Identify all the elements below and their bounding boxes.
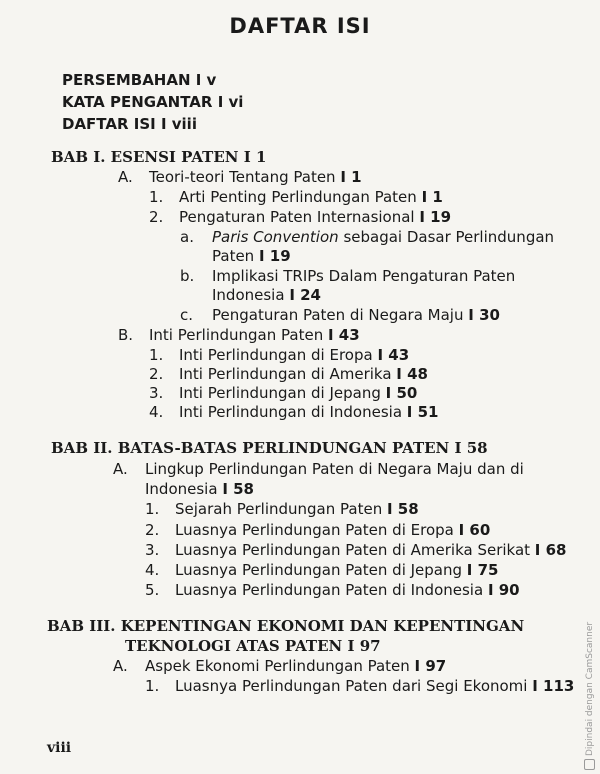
front-label: KATA PENGANTAR [62, 93, 218, 111]
entry-marker: 1. [149, 188, 164, 206]
bab-1-page: I 1 [243, 148, 267, 166]
front-label: PERSEMBAHAN [62, 71, 196, 89]
entry-page: I 43 [327, 326, 360, 344]
bab-3-title: BAB III. KEPENTINGAN EKONOMI DAN KEPENTINGAN [47, 617, 525, 635]
entry-text: Lingkup Perlindungan Paten di Negara Maju dan di [145, 460, 524, 478]
entry-page: I 90 [487, 581, 520, 599]
entry-text: Inti Perlindungan di Jepang [179, 384, 386, 402]
toc-entry [118, 326, 360, 344]
bab-1-heading [51, 148, 266, 166]
bab-2-heading [51, 439, 488, 457]
bab-1-title: BAB I. ESENSI PATEN [51, 148, 244, 166]
entry-marker: 5. [145, 581, 160, 599]
front-item-daftar-isi [62, 115, 197, 133]
toc-entry [180, 306, 500, 324]
toc-entry [145, 541, 566, 559]
entry-text: Implikasi TRIPs Dalam Pengaturan Paten [212, 267, 516, 285]
entry-text: Luasnya Perlindungan Paten dari Segi Ekonomi [175, 677, 533, 695]
toc-entry [145, 581, 520, 599]
entry-text: Paten [212, 247, 259, 265]
toc-entry [145, 677, 574, 695]
toc-entry [149, 365, 428, 383]
front-item-kata-pengantar [62, 93, 243, 111]
scanner-watermark [584, 622, 595, 770]
entry-text: Inti Perlindungan di Indonesia [179, 403, 407, 421]
entry-marker: 2. [149, 208, 164, 226]
entry-page: I 51 [406, 403, 439, 421]
toc-entry [145, 561, 498, 579]
entry-text: Indonesia [212, 286, 290, 304]
entry-text: Luasnya Perlindungan Paten di Indonesia [175, 581, 488, 599]
entry-page: I 60 [458, 521, 491, 539]
entry-text: Luasnya Perlindungan Paten di Jepang [175, 561, 467, 579]
front-label: DAFTAR ISI [62, 115, 161, 133]
entry-marker: 3. [149, 384, 164, 402]
entry-marker: 1. [145, 500, 160, 518]
entry-marker: B. [118, 326, 134, 344]
entry-text: Luasnya Perlindungan Paten di Eropa [175, 521, 459, 539]
camscanner-logo-icon [584, 759, 595, 770]
entry-italic-text: Paris Convention [212, 228, 339, 246]
entry-marker: 4. [145, 561, 160, 579]
entry-marker: A. [118, 168, 133, 186]
entry-page: I 19 [258, 247, 291, 265]
entry-page: I 75 [466, 561, 499, 579]
entry-marker: 1. [145, 677, 160, 695]
toc-entry [149, 403, 438, 421]
entry-page: I 68 [534, 541, 567, 559]
entry-page: I 97 [414, 657, 447, 675]
toc-entry [145, 521, 490, 539]
entry-text: Sejarah Perlindungan Paten [175, 500, 387, 518]
bab-2-title: BAB II. BATAS-BATAS PERLINDUNGAN PATEN [51, 439, 455, 457]
entry-marker: 3. [145, 541, 160, 559]
entry-page: I 58 [386, 500, 419, 518]
entry-text: Luasnya Perlindungan Paten di Amerika Serikat [175, 541, 535, 559]
entry-page: I 19 [419, 208, 452, 226]
entry-page: I 1 [421, 188, 443, 206]
toc-entry [113, 460, 524, 478]
front-page: I viii [160, 115, 197, 133]
entry-page: I 48 [396, 365, 428, 383]
entry-page: I 1 [340, 168, 362, 186]
entry-page: I 113 [532, 677, 575, 695]
toc-entry [118, 168, 362, 186]
entry-page: I 30 [468, 306, 500, 324]
toc-entry [145, 500, 419, 518]
toc-entry [180, 228, 554, 246]
entry-text: Inti Perlindungan di Eropa [179, 346, 378, 364]
bab-2-page: I 58 [454, 439, 488, 457]
toc-entry [149, 188, 443, 206]
entry-text: Indonesia [145, 480, 223, 498]
toc-entry-continuation [212, 247, 291, 265]
toc-entry [149, 384, 417, 402]
toc-entry [149, 346, 409, 364]
bab-3-heading-continuation [125, 637, 381, 655]
entry-marker: 2. [145, 521, 160, 539]
entry-text: Aspek Ekonomi Perlindungan Paten [145, 657, 415, 675]
entry-marker: A. [113, 460, 128, 478]
entry-text: sebagai Dasar Perlindungan [338, 228, 555, 246]
entry-text: Teori-teori Tentang Paten [149, 168, 341, 186]
entry-marker: 1. [149, 346, 164, 364]
entry-marker: c. [180, 306, 194, 324]
toc-entry [180, 267, 515, 285]
front-page: I v [195, 71, 217, 89]
toc-entry [149, 208, 451, 226]
front-page: I vi [217, 93, 244, 111]
bab-3-title: TEKNOLOGI ATAS PATEN [125, 637, 348, 655]
page-number: viii [47, 740, 72, 756]
toc-entry-continuation [145, 480, 254, 498]
toc-entry [113, 657, 446, 675]
entry-text: Pengaturan Paten di Negara Maju [212, 306, 469, 324]
entry-marker: 4. [149, 403, 164, 421]
entry-page: I 24 [289, 286, 321, 304]
entry-text: Inti Perlindungan di Amerika [179, 365, 397, 383]
toc-entry-continuation [212, 286, 321, 304]
entry-page: I 50 [385, 384, 418, 402]
entry-marker: b. [180, 267, 195, 285]
entry-page: I 43 [377, 346, 410, 364]
entry-page: I 58 [222, 480, 254, 498]
front-item-persembahan [62, 71, 216, 89]
entry-marker: A. [113, 657, 128, 675]
entry-text: Arti Penting Perlindungan Paten [179, 188, 422, 206]
entry-marker: a. [180, 228, 194, 246]
entry-text: Pengaturan Paten Internasional [179, 208, 420, 226]
bab-3-heading [47, 617, 524, 635]
watermark-text: Dipindai dengan CamScanner [585, 621, 595, 756]
entry-marker: 2. [149, 365, 164, 383]
bab-3-page: I 97 [347, 637, 381, 655]
page-title: DAFTAR ISI [229, 14, 371, 38]
entry-text: Inti Perlindungan Paten [149, 326, 328, 344]
